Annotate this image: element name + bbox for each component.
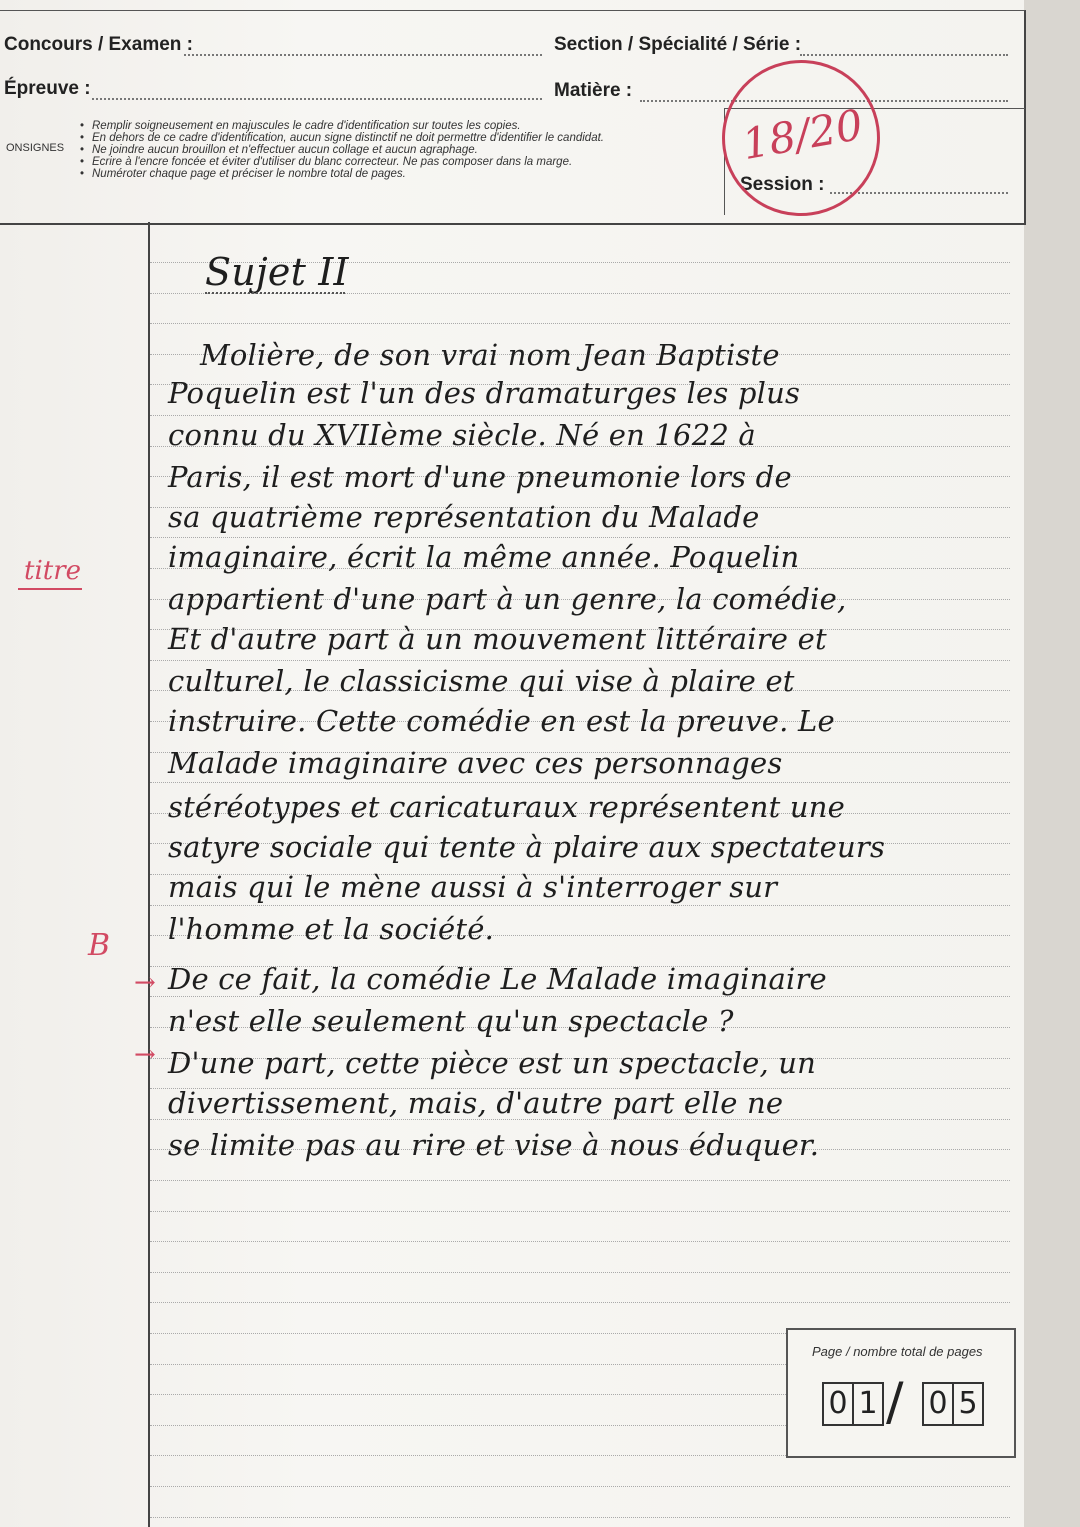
matiere-label: Matière : bbox=[554, 80, 633, 101]
consigne-item: • Ne joindre aucun brouillon et n'effectuer aucun collage et aucun agraphage. bbox=[80, 144, 720, 156]
epreuve-field bbox=[92, 98, 542, 100]
consigne-item: • En dehors de ce cadre d'identification, aucun signe distinctif ne doit permettre d'identifier le candidat. bbox=[80, 132, 720, 144]
ruled-line bbox=[150, 660, 1010, 661]
margin-note-titre: titre bbox=[24, 556, 82, 586]
arrow-mark-icon: → bbox=[134, 1040, 156, 1070]
section-label: Section / Spécialité / Série : bbox=[554, 34, 802, 55]
ruled-line bbox=[150, 323, 1010, 324]
ruled-line bbox=[150, 996, 1010, 997]
essay-line: culturel, le classicisme qui vise à plaire et bbox=[168, 664, 795, 698]
essay-line: D'une part, cette pièce est un spectacle, un bbox=[168, 1046, 817, 1080]
essay-title: Sujet II bbox=[205, 250, 349, 294]
concours-field bbox=[184, 54, 542, 56]
arrow-mark-icon: → bbox=[134, 968, 156, 998]
essay-line: satyre sociale qui tente à plaire aux spectateurs bbox=[168, 830, 886, 864]
consignes-label: ONSIGNES bbox=[6, 142, 65, 154]
consigne-item: • Ecrire à l'encre foncée et éviter d'utiliser du blanc correcteur. Ne pas composer dans la marge. bbox=[80, 156, 720, 168]
margin-underline bbox=[18, 588, 82, 590]
session-label: Session : bbox=[740, 174, 825, 195]
page-digit: 0 bbox=[822, 1382, 854, 1426]
ruled-line bbox=[150, 1180, 1010, 1181]
ruled-line bbox=[150, 905, 1010, 906]
essay-line: Malade imaginaire avec ces personnages bbox=[168, 746, 783, 780]
margin-note-b: B bbox=[88, 928, 111, 963]
epreuve-label: Épreuve : bbox=[4, 78, 91, 99]
essay-line: De ce fait, la comédie Le Malade imaginaire bbox=[168, 962, 827, 996]
concours-label: Concours / Examen : bbox=[4, 34, 193, 55]
ruled-line bbox=[150, 1241, 1010, 1242]
essay-line: mais qui le mène aussi à s'interroger sur bbox=[168, 870, 778, 904]
essay-line: divertissement, mais, d'autre part elle ne bbox=[168, 1086, 784, 1120]
consigne-item: • Numéroter chaque page et préciser le nombre total de pages. bbox=[80, 168, 720, 180]
ruled-line bbox=[150, 415, 1010, 416]
essay-line: Paris, il est mort d'une pneumonie lors de bbox=[168, 460, 792, 494]
ruled-line bbox=[150, 1302, 1010, 1303]
ruled-line bbox=[150, 782, 1010, 783]
ruled-line bbox=[150, 1211, 1010, 1212]
total-digit: 5 bbox=[952, 1382, 984, 1426]
essay-line: stéréotypes et caricaturaux représentent une bbox=[168, 790, 846, 824]
grade: 18/20 bbox=[738, 99, 867, 170]
total-digit: 0 bbox=[922, 1382, 954, 1426]
essay-line: Poquelin est l'un des dramaturges les plus bbox=[168, 376, 801, 410]
ruled-line bbox=[150, 1272, 1010, 1273]
slash-separator: / bbox=[886, 1372, 904, 1432]
essay-line: appartient d'une part à un genre, la comédie, bbox=[168, 582, 847, 616]
page-count-label: Page / nombre total de pages bbox=[812, 1344, 983, 1359]
essay-line: se limite pas au rire et vise à nous éduquer. bbox=[168, 1128, 820, 1162]
title-underline bbox=[205, 292, 345, 294]
page-digit: 1 bbox=[852, 1382, 884, 1426]
consigne-item: • Remplir soigneusement en majuscules le cadre d'identification sur toutes les copies. bbox=[80, 120, 720, 132]
essay-line: connu du XVIIème siècle. Né en 1622 à bbox=[168, 418, 756, 452]
essay-line: sa quatrième représentation du Malade bbox=[168, 500, 760, 534]
essay-line: l'homme et la société. bbox=[168, 912, 495, 946]
section-field bbox=[800, 54, 1008, 56]
essay-line: n'est elle seulement qu'un spectacle ? bbox=[168, 1004, 734, 1038]
consignes-list bbox=[80, 120, 720, 180]
ruled-line bbox=[150, 1486, 1010, 1487]
essay-line: imaginaire, écrit la même année. Poquelin bbox=[168, 540, 800, 574]
ruled-line bbox=[150, 537, 1010, 538]
ruled-line bbox=[150, 1517, 1010, 1518]
essay-line: instruire. Cette comédie en est la preuve. Le bbox=[168, 704, 835, 738]
essay-line: Et d'autre part à un mouvement littéraire et bbox=[168, 622, 827, 656]
essay-line: Molière, de son vrai nom Jean Baptiste bbox=[200, 338, 780, 372]
